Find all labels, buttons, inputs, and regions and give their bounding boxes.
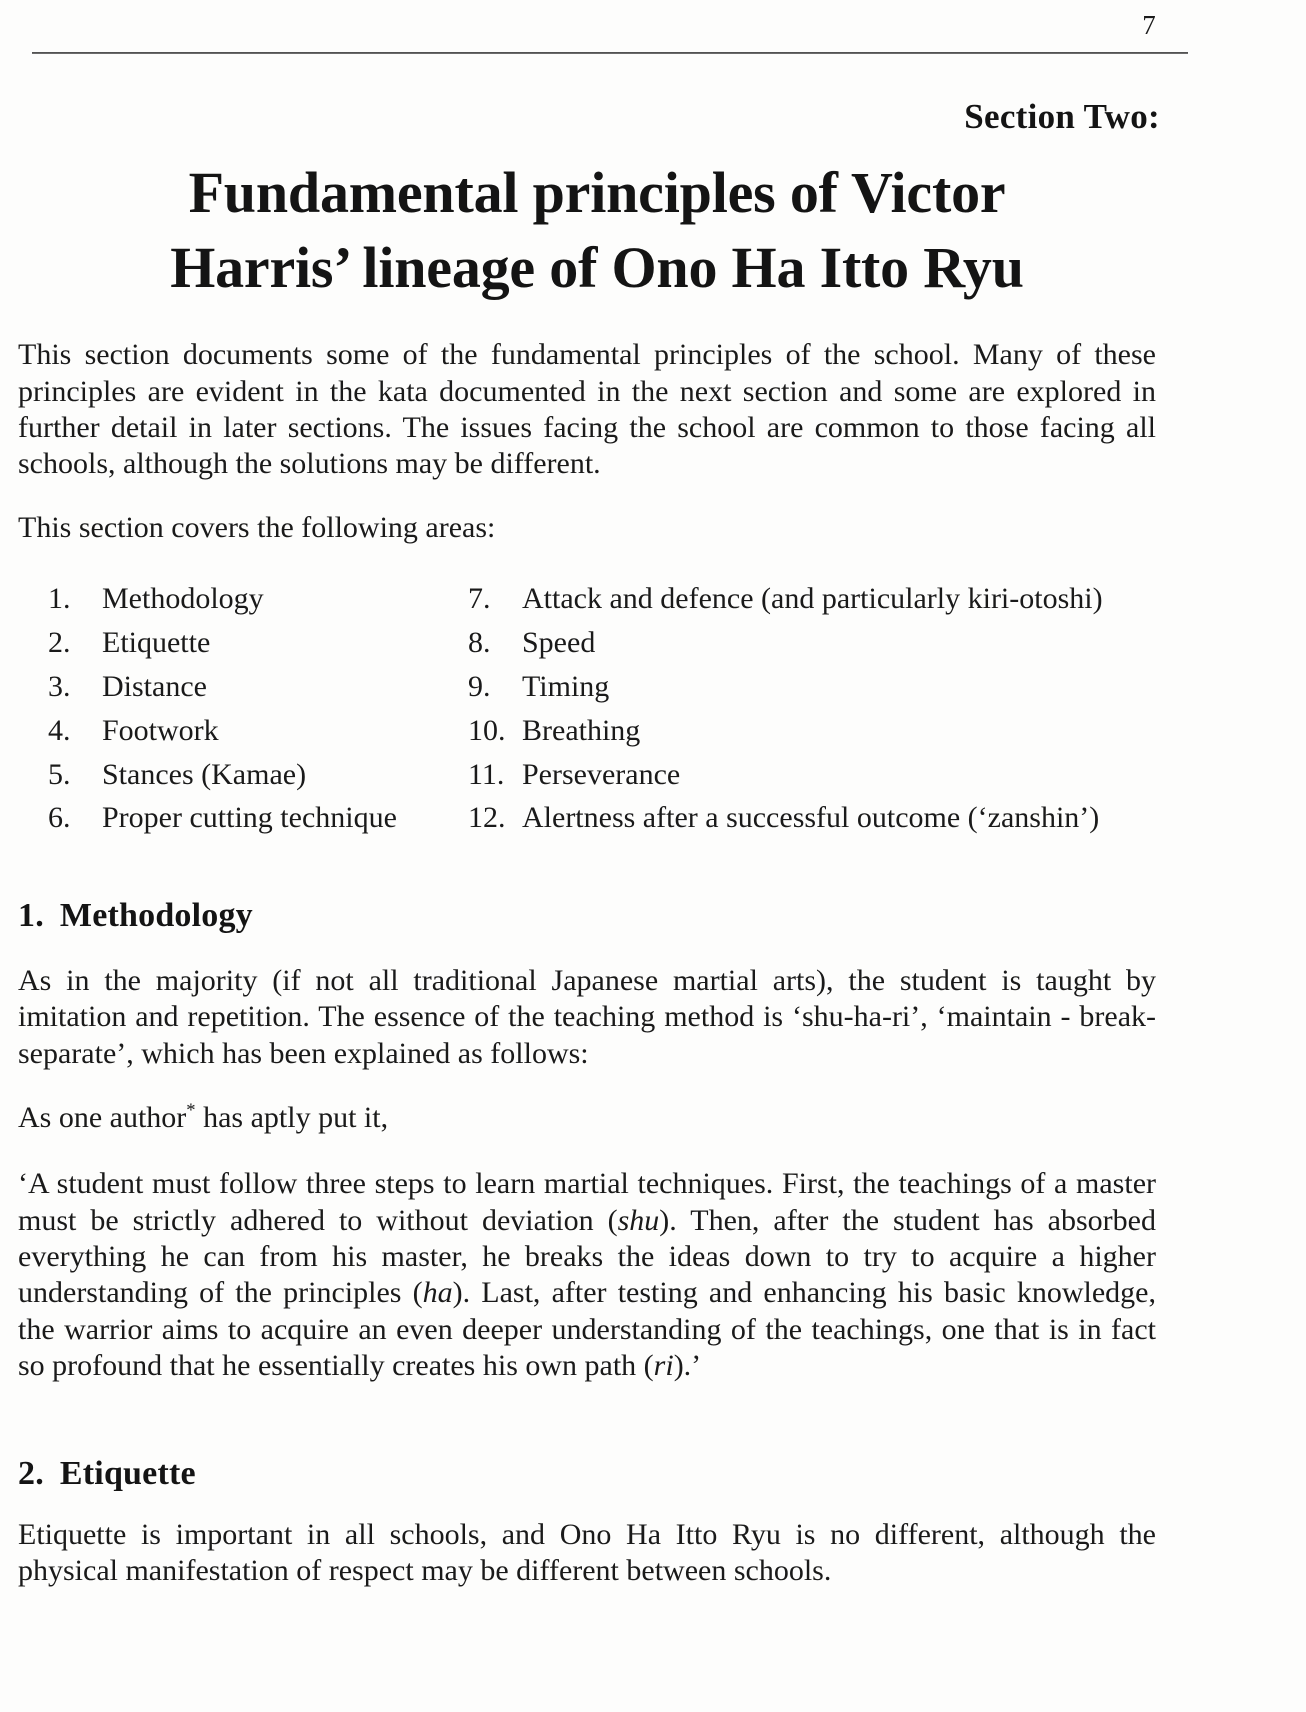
page-title-line-1: Fundamental principles of Victor [188,159,1006,225]
areas-list [14,577,1174,841]
list-item-number: 6. [48,801,71,835]
list-item-number: 7. [468,581,491,615]
list-item-label: Perseverance [522,757,681,791]
intro-paragraph-2: This section covers the following areas: [18,511,496,545]
list-item [468,621,1174,665]
list-item-label: Distance [102,669,207,703]
page-content [14,0,1174,1590]
list-item-label: Footwork [102,713,219,747]
list-item-label: Timing [522,669,610,703]
quote-part-1: ‘A student must follow three steps to learn martial techniques. First, the teachings of a master must be strictly adhered to without deviation ( [18,1167,1156,1237]
list-item-number: 1. [48,581,71,615]
page-title [42,155,1152,306]
header-rule [32,52,1188,54]
list-item-label: Attack and defence (and particularly kiri-otoshi) [522,581,1103,615]
heading-etiquette-text: Etiquette [59,1455,196,1493]
list-item-number: 8. [468,625,491,659]
page-title-line-2: Harris’ lineage of Ono Ha Itto Ryu [170,234,1024,300]
list-item-number: 5. [48,757,71,791]
quote-part-3: ). Last, after testing and enhancing his basic knowledge, the warrior aims to acquire an even deeper understanding of the teachings, one that is in fact so profound that he essentially creates his own path ( [18,1276,1156,1382]
list-item [468,665,1174,709]
list-item [48,665,468,709]
footnote-marker: * [186,1100,196,1122]
intro-paragraph-1: This section documents some of the fundamental principles of the school. Many of these principles are evident in the kata documented in the next section and some are explored in further detail in later sections. The issues facing the school are common to those facing all schools, although the solutions may be different. [18,338,1156,481]
list-item-number: 4. [48,713,71,747]
list-item-label: Alertness after a successful outcome (‘zanshin’) [522,801,1100,835]
list-item-label: Proper cutting technique [102,801,397,835]
quote-part-4: ).’ [673,1348,702,1382]
list-item [468,753,1174,797]
page-number: 7 [1142,10,1156,40]
list-item-number: 10. [468,713,506,747]
etiquette-paragraph-1: Etiquette is important in all schools, and Ono Ha Itto Ryu is no different, although the physical manifestation of respect may be different between schools. [18,1517,1156,1588]
list-item-label: Etiquette [102,625,211,659]
areas-list-left-column [48,577,468,841]
methodology-blockquote [18,1166,1156,1384]
list-item-label: Stances (Kamae) [102,757,307,791]
quote-part-2: ). Then, after the student has absorbed everything he can from his master, he breaks the ideas down to try to acquire a higher understanding of the principles ( [18,1203,1156,1310]
list-item-number: 11. [468,757,505,791]
quote-italic-ha: ha [422,1276,453,1310]
methodology-paragraph-2-before: As one author [18,1101,187,1135]
list-item [48,621,468,665]
list-item [48,796,468,840]
heading-methodology [18,896,1174,937]
heading-etiquette-number: 2. [18,1455,44,1493]
list-item-number: 9. [468,669,491,703]
heading-etiquette [18,1454,1174,1495]
methodology-paragraph-2-after: has aptly put it, [195,1101,389,1135]
list-item [48,709,468,753]
list-item-number: 12. [468,801,506,835]
list-item [48,577,468,621]
list-item-label: Methodology [102,581,264,615]
quote-italic-shu: shu [617,1203,660,1237]
list-item [468,709,1174,753]
list-item [48,753,468,797]
list-item-number: 3. [48,669,71,703]
areas-list-right-column [468,577,1174,841]
list-item [468,796,1174,840]
methodology-paragraph-1: As in the majority (if not all traditional Japanese martial arts), the student is taught by imitation and repetition. The essence of the teaching method is ‘shu-ha-ri’, ‘maintain - break- separate’, which has been explained as follows: [18,964,1156,1070]
heading-methodology-number: 1. [18,897,44,935]
list-item-number: 2. [48,625,71,659]
list-item-label: Speed [522,625,596,659]
section-label: Section Two: [964,97,1160,136]
list-item [468,577,1174,621]
running-head [14,0,1174,52]
heading-methodology-text: Methodology [59,897,253,935]
quote-italic-ri: ri [653,1348,674,1382]
list-item-label: Breathing [522,713,641,747]
methodology-paragraph-2 [18,1100,1156,1136]
